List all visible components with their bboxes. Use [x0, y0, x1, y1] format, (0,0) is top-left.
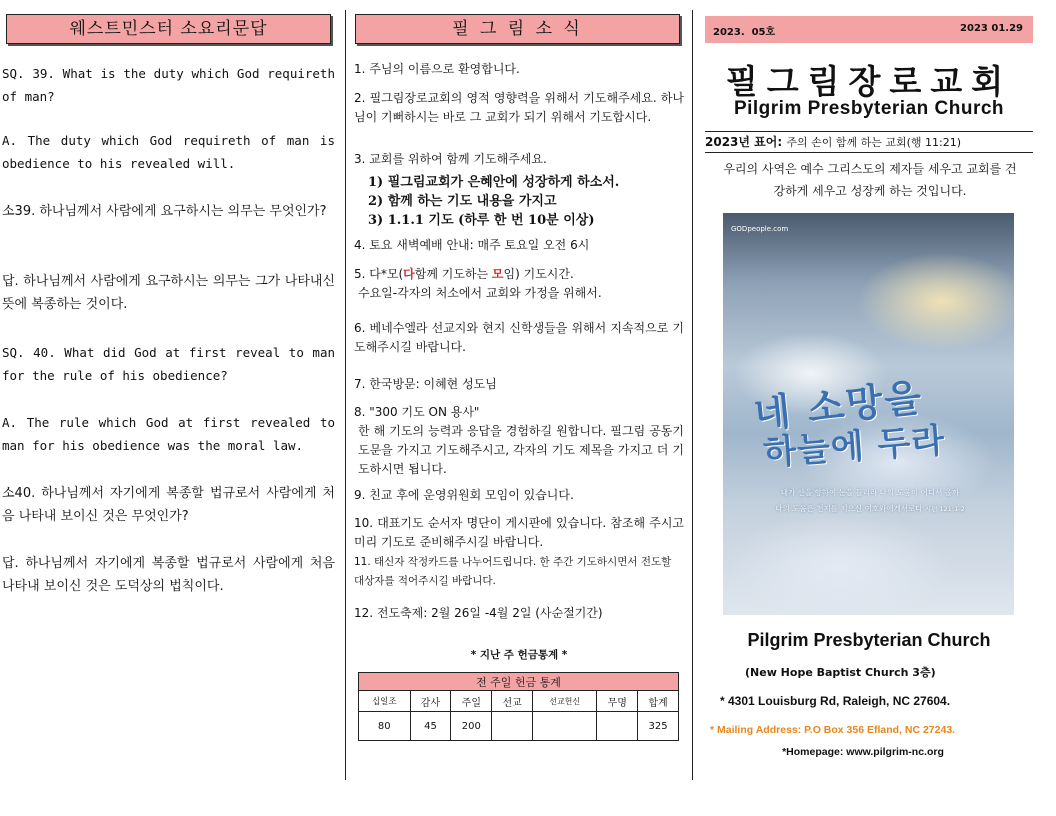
news-item-10: 10. 대표기도 순서자 명단이 게시판에 있습니다. 참조해 주시고 미리 기도로 준비해주시길 바랍니다.: [354, 516, 684, 549]
news-header: 필 그 림 소 식: [355, 14, 680, 44]
poster-verse-2: [735, 503, 1005, 514]
offering-table: [358, 672, 679, 741]
offering-header-cell: 합계: [638, 691, 679, 712]
news-item-8: 8. "300 기도 ON 용사": [354, 405, 480, 419]
news-item-12: 12. 전도축제: 2월 26일 -4월 2일 (사순절기간): [354, 606, 603, 620]
catechism-q40-ko: 소40. 하나님께서 자기에게 복종할 법규로서 사람에게 처음 나타내 보이신 것은 무엇인가?: [2, 486, 335, 524]
poster-verse-ref: 시편 121:1-2: [924, 505, 965, 513]
catechism-a40-ko: 답. 하나님께서 자기에게 복종할 법규로서 사람에게 처음 나타내 보이신 것은 도덕상의 법칙이다.: [2, 556, 335, 594]
poster-site: GODpeople.com: [731, 225, 789, 233]
news-item-11: 11. 태신자 작정카드를 나누어드립니다. 한 주간 기도하시면서 전도할 대상자를 적어주시길 바랍니다.: [354, 556, 672, 587]
offering-table-header-row: [359, 691, 679, 712]
offering-header-cell: 십일조: [359, 691, 411, 712]
offering-header-cell: 주일: [451, 691, 492, 712]
news-item-6: 6. 베네수엘라 선교지와 현지 신학생들을 위해서 지속적으로 기도해주시길 바랍니다.: [354, 321, 684, 354]
news-item-3: 3. 교회를 위하여 함께 기도해주세요.: [354, 152, 547, 166]
offering-value-cell: 80: [359, 712, 411, 741]
news-item-4: 4. 토요 새벽예배 안내: 매주 토요일 오전 6시: [354, 238, 590, 252]
column-divider-left: [345, 10, 346, 780]
mission-statement: 우리의 사역은 예수 그리스도의 제자들 세우고 교회를 건강하게 세우고 성장케 하는 것입니다.: [723, 162, 1017, 198]
motto-text: 주의 손이 함께 하는 교회(행 11:21): [786, 136, 961, 149]
catechism-a39-ko: 답. 하나님께서 사람에게 요구하시는 의무는 그가 나타내신 뜻에 복종하는 것이다.: [2, 274, 335, 312]
poster-verse-1: 내가 산을 향하여 눈을 들리라 나의 도움이 어디서 올까: [780, 488, 960, 497]
offering-value-cell: 200: [451, 712, 492, 741]
news-item-3-1: 1) 필그림교회가 은혜안에 성장하게 하소서.: [368, 175, 620, 190]
catechism-header: 웨스트민스터 소요리문답: [6, 14, 331, 44]
footer-church-name: Pilgrim Presbyterian Church: [747, 630, 991, 650]
news-item-5-part-c: 임) 기도시간.: [503, 267, 574, 281]
footer-location-note: (New Hope Baptist Church 3층): [745, 666, 936, 679]
issue-number: 2023. 05호: [713, 27, 776, 38]
offering-header-cell: 선교: [492, 691, 533, 712]
news-item-5: [354, 265, 684, 284]
offering-value-cell: [597, 712, 638, 741]
church-title-ko: 필그림장로교회: [725, 62, 1013, 101]
catechism-q39-ko: 소39. 하나님께서 사람에게 요구하시는 의무는 무엇인가?: [2, 204, 327, 219]
offering-value-cell: 45: [410, 712, 451, 741]
news-item-5-part-a: 5. 다*모(: [354, 267, 404, 281]
church-title-en: Pilgrim Presbyterian Church: [733, 98, 1005, 119]
news-item-5-part-b: 함께 기도하는: [414, 267, 492, 281]
catechism-q39-en: SQ. 39. What is the duty which God requireth of man?: [2, 66, 335, 104]
offering-header-cell: 감사: [410, 691, 451, 712]
issue-bar: [705, 16, 1033, 43]
news-item-2: 2. 필그림장로교회의 영적 영향력을 위해서 기도해주세요. 하나님이 기뻐하시는 바로 그 교회가 되기 위해서 기도합시다.: [354, 91, 684, 124]
offering-header-cell: 선교헌신: [533, 691, 597, 712]
motto-line: [705, 131, 1033, 153]
news-item-5-da: 다: [403, 267, 415, 281]
church-address: * 4301 Louisburg Rd, Raleigh, NC 27604.: [720, 694, 951, 708]
mailing-address: * Mailing Address: P.O Box 356 Efland, NC 27243.: [710, 724, 956, 736]
poster-verse-2-text: 나의 도움은 천지를 지으신 여호와에게서로다: [775, 504, 923, 513]
offering-value-cell: [492, 712, 533, 741]
poster-image: [723, 213, 1014, 615]
issue-date: 2023 01.29: [960, 23, 1023, 34]
poster-title-1: 네 소망을: [751, 375, 926, 437]
news-item-3-2: 2) 함께 하는 기도 내용을 가지고: [368, 194, 557, 209]
offering-value-cell: [533, 712, 597, 741]
offering-note: * 지난 주 헌금통계 *: [470, 649, 568, 661]
offering-value-cell: 325: [638, 712, 679, 741]
motto-label: 2023년 표어:: [705, 135, 787, 149]
catechism-a39-en: A. The duty which God requireth of man is obedience to his revealed will.: [2, 133, 335, 171]
news-item-1: 1. 주님의 이름으로 환영합니다.: [354, 62, 520, 76]
offering-table-value-row: [359, 712, 679, 741]
column-divider-right: [692, 10, 693, 780]
homepage-link[interactable]: *Homepage: www.pilgrim-nc.org: [782, 746, 944, 758]
catechism-q40-en: SQ. 40. What did God at first reveal to man for the rule of his obedience?: [2, 345, 335, 383]
news-item-3-3: 3) 1.1.1 기도 (하루 한 번 10분 이상): [368, 213, 595, 228]
offering-header-cell: 무명: [597, 691, 638, 712]
poster-title-2: 하늘에 두라: [762, 420, 947, 474]
news-item-9: 9. 친교 후에 운영위원회 모임이 있습니다.: [354, 488, 574, 502]
news-item-7: 7. 한국방문: 이혜현 성도님: [354, 377, 497, 391]
offering-table-title: 전 주일 헌금 통계: [359, 673, 679, 691]
news-item-5-detail: 수요일-각자의 처소에서 교회와 가정을 위해서.: [358, 286, 602, 300]
news-item-8-detail: 한 해 기도의 능력과 응답을 경험하길 원합니다. 필그림 공동기도문을 가지고 기도해주시고, 각자의 기도 제목을 가지고 더 기도하시면 됩니다.: [358, 424, 684, 476]
news-item-5-mo: 모: [491, 267, 504, 281]
catechism-a40-en: A. The rule which God at first revealed to man for his obedience was the moral law.: [2, 415, 335, 453]
